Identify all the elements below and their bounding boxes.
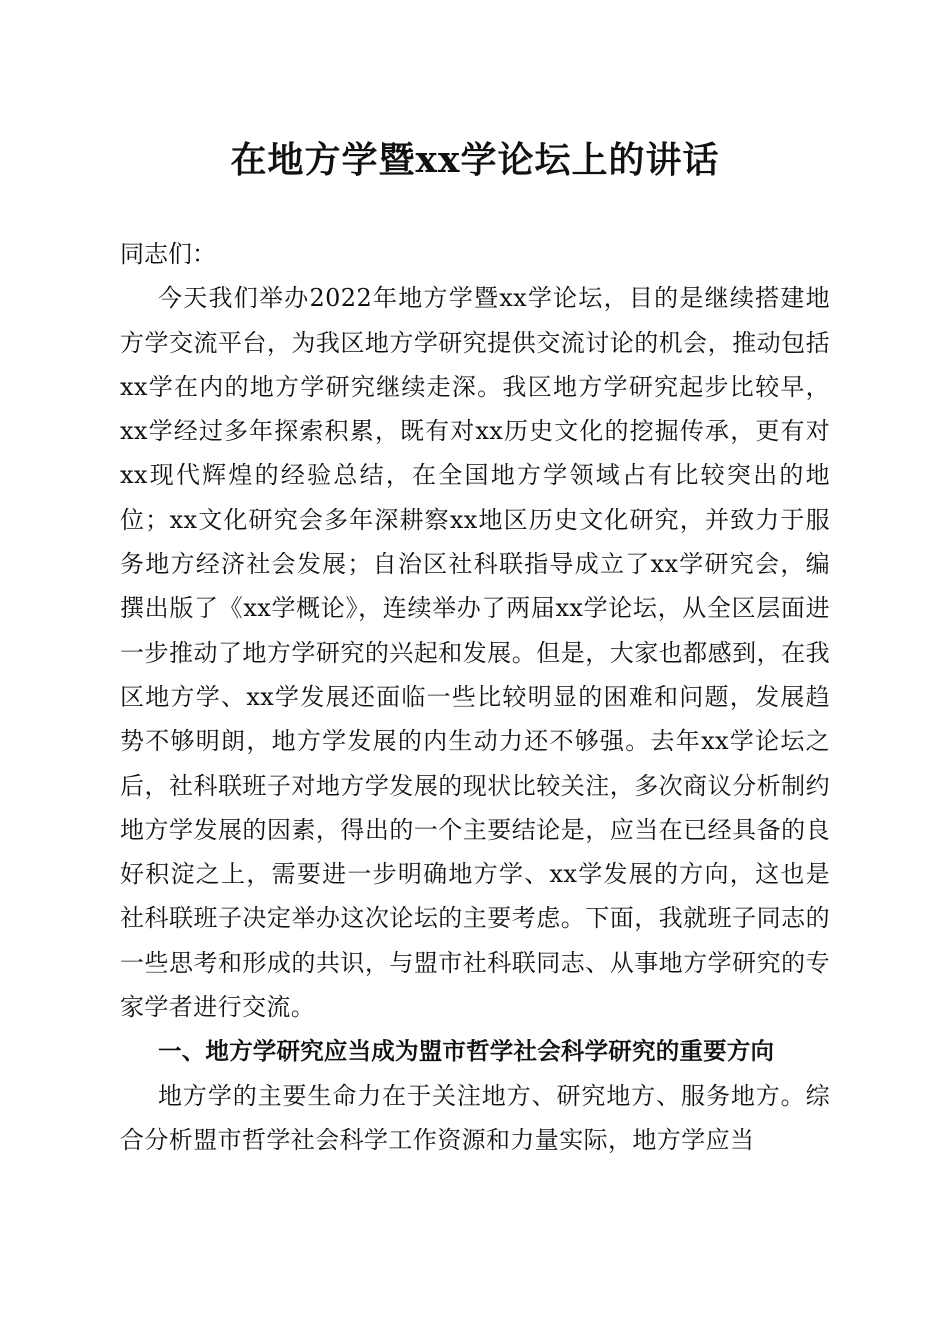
paragraph-intro: 今天我们举办2022年地方学暨xx学论坛，目的是继续搭建地方学交流平台，为我区地方学研究提供交流讨论的机会，推动包括xx学在内的地方学研究继续走深。我区地方学研究起步比较早，xx学经过多年探索积累，既有对xx历史文化的挖掘传承，更有对xx现代辉煌的经验总结，在全国地方学领域占有比较突出的地位；xx文化研究会多年深耕察xx地区历史文化研究，并致力于服务地方经济社会发展；自治区社科联指导成立了xx学研究会，编撰出版了《xx学概论》，连续举办了两届xx学论坛，从全区层面进一步推动了地方学研究的兴起和发展。但是，大家也都感到，在我区地方学、xx学发展还面临一些比较明显的困难和问题，发展趋势不够明朗，地方学发展的内生动力还不够强。去年xx学论坛之后，社科联班子对地方学发展的现状比较关注，多次商议分析制约地方学发展的因素，得出的一个主要结论是，应当在已经具备的良好积淀之上，需要进一步明确地方学、xx学发展的方向，这也是社科联班子决定举办这次论坛的主要考虑。下面，我就班子同志的一些思考和形成的共识，与盟市社科联同志、从事地方学研究的专家学者进行交流。	[120, 284, 830, 1022]
document-title: 在地方学暨xx学论坛上的讲话	[230, 139, 720, 181]
section-heading-1: 一、地方学研究应当成为盟市哲学社会科学研究的重要方向	[158, 1037, 775, 1066]
salutation: 同志们：	[120, 240, 216, 268]
paragraph-section-1: 地方学的主要生命力在于关注地方、研究地方、服务地方。综合分析盟市哲学社会科学工作资源和力量实际，地方学应当	[120, 1081, 830, 1154]
document-body	[120, 232, 830, 1162]
